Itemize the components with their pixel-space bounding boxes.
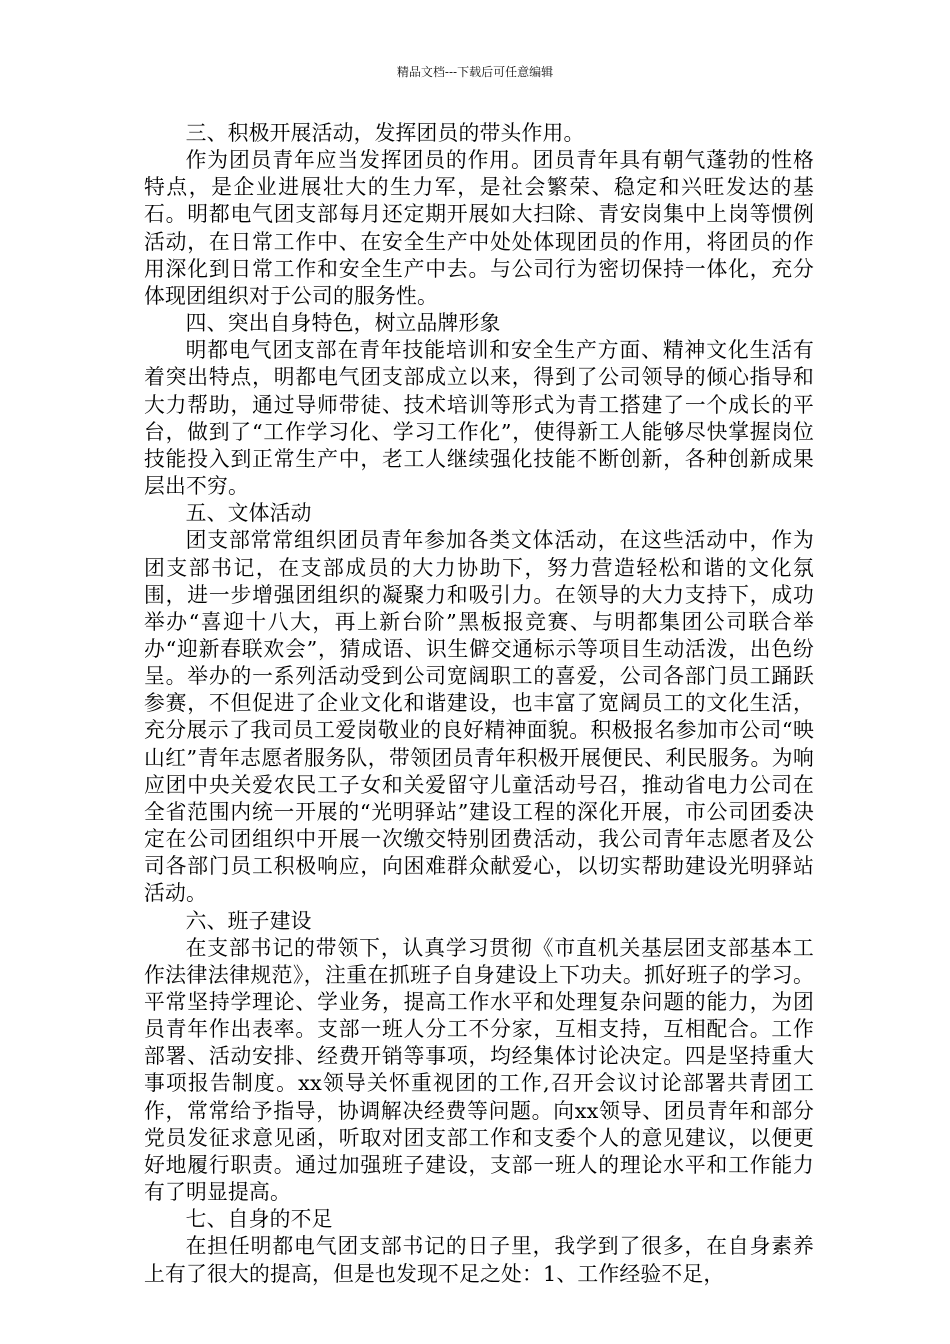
section-heading: 六、班子建设: [185, 908, 312, 933]
section-heading: 五、文体活动: [185, 501, 312, 526]
section-paragraph: 在支部书记的带领下，认真学习贯彻《市直机关基层团支部基本工作法律法律规范》，注重在抓班子自身建设上下功夫。抓好班子的学习。平常坚持学理论、学业务，提高工作水平和处理复杂问题的能力，为团员青年作出表率。支部一班人分工不分家，互相支持，互相配合。工作部署、活动安排、经费开销等事项，均经集体讨论决定。四是坚持重大事项报告制度。xx领导关怀重视团的工作,召开会议讨论部署共青团工作，常常给予指导，协调解决经费等问题。向xx领导、团员青年和部分党员发征求意见函，听取对团支部工作和支委个人的意见建议，以便更好地履行职责。通过加强班子建设，支部一班人的理论水平和工作能力有了明显提高。: [144, 935, 814, 1205]
section-heading: 三、积极开展活动，发挥团员的带头作用。: [185, 121, 585, 145]
section-paragraph: 团支部常常组织团员青年参加各类文体活动，在这些活动中，作为团支部书记，在支部成员的大力协助下，努力营造轻松和谐的文化氛围，进一步增强团组织的凝聚力和吸引力。在领导的大力支持下，成功举办“喜迎十八大，再上新台阶”黑板报竞赛、与明都集团公司联合举办“迎新春联欢会”，猜成语、识生僻交通标示等项目生动活泼，出色纷呈。举办的一系列活动受到公司宽阔职工的喜爱，公司各部门员工踊跃参赛，不但促进了企业文化和谐建设，也丰富了宽阔员工的文化生活，充分展示了我司员工爱岗敬业的良好精神面貌。积极报名参加市公司“映山红”青年志愿者服务队，带领团员青年积极开展便民、利民服务。为响应团中央关爱农民工子女和关爱留守儿童活动号召，推动省电力公司在全省范围内统一开展的“光明驿站”建设工程的深化开展，市公司团委决定在公司团组织中开展一次缴交特别团费活动，我公司青年志愿者及公司各部门员工积极响应，向困难群众献爱心，以切实帮助建设光明驿站活动。: [144, 528, 814, 906]
page-header: 精品文档---下载后可任意编辑: [396, 65, 554, 79]
section-paragraph: 在担任明都电气团支部书记的日子里，我学到了很多，在自身素养上有了很大的提高，但是也发现不足之处：1、工作经验不足，: [144, 1234, 814, 1286]
section-paragraph: 明都电气团支部在青年技能培训和安全生产方面、精神文化生活有着突出特点，明都电气团支部成立以来，得到了公司领导的倾心指导和大力帮助，通过导师带徒、技术培训等形式为青工搭建了一个成长的平台，做到了“工作学习化、学习工作化”，使得新工人能够尽快掌握岗位技能投入到正常生产中，老工人继续强化技能不断创新，各种创新成果层出不穷。: [144, 338, 814, 499]
section-heading: 四、突出自身特色，树立品牌形象: [185, 311, 501, 336]
document-body: [144, 120, 814, 1288]
section-heading: 七、自身的不足: [185, 1207, 333, 1232]
section-paragraph: 作为团员青年应当发挥团员的作用。团员青年具有朝气蓬勃的性格特点，是企业进展壮大的生力军，是社会繁荣、稳定和兴旺发达的基石。明都电气团支部每月还定期开展如大扫除、青安岗集中上岗等惯例活动，在日常工作中、在安全生产中处处体现团员的作用，将团员的作用深化到日常工作和安全生产中去。与公司行为密切保持一体化，充分体现团组织对于公司的服务性。: [144, 148, 814, 308]
